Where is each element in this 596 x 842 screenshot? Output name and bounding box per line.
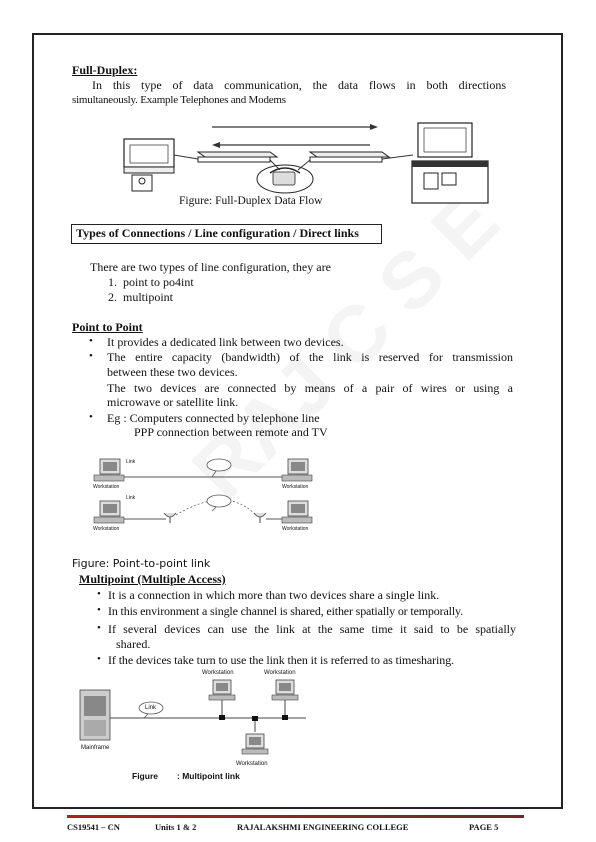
multipoint-figure [76,668,316,780]
multipoint-bullet3-line1: If several devices can use the link at the same time it said to be spatially [108,622,516,636]
workstation-label: Workstation [282,484,309,490]
workstation-label: Workstation [93,526,120,532]
multipoint-caption-text: : Multipoint link [177,771,240,781]
types-list-item: 1. point to po4int [108,275,194,289]
footer-course-code: CS19541 – CN [67,822,120,832]
bullet-icon: • [97,622,101,634]
workstation-icon [209,680,235,720]
multipoint-bullet3-line2: shared. [116,637,151,651]
bullet-icon: • [97,604,101,616]
p2p-bullet2-line4: microwave or satellite link. [107,395,239,409]
bullet-icon: • [89,335,93,347]
workstation-label: Workstation [236,761,268,767]
link-label-bubble [207,459,231,477]
mainframe-icon [80,690,110,740]
workstation-icon [282,501,312,523]
full-duplex-caption: Figure: Full-Duplex Data Flow [179,195,323,207]
types-intro: There are two types of line configuration, they are [90,260,331,274]
p2p-bullet2-line1: The entire capacity (bandwidth) of the link is reserved for transmission [107,350,513,364]
workstation-icon [94,459,124,481]
footer-college: RAJALAKSHMI ENGINEERING COLLEGE [237,822,409,832]
types-list-item: 2. multipoint [108,290,174,304]
full-duplex-heading: Full-Duplex: [72,63,138,77]
multipoint-bullet4: If the devices take turn to use the link then it is referred to as timesharing. [108,653,454,667]
full-duplex-para-line1: In this type of data communication, the data flows in both directions [92,78,506,92]
workstation-label: Workstation [282,526,309,532]
workstation-icon [282,459,312,481]
full-duplex-para-line2: simultaneously. Example Telephones and Modems [72,94,286,106]
satellite-dish-icon [254,513,266,523]
workstation-label: Workstation [93,484,120,490]
bullet-icon: • [89,350,93,362]
workstation-icon [242,716,268,754]
multipoint-bullet2: In this environment a single channel is shared, either spatially or temporally. [108,604,463,618]
mainframe-label: Mainframe [81,745,110,751]
workstation-icon [94,501,124,523]
workstation-label: Workstation [202,670,234,676]
p2p-heading: Point to Point [72,320,143,334]
types-heading: Types of Connections / Line configuration / Direct links [71,224,382,244]
right-modem-icon [310,152,413,162]
right-computer-icon [412,123,488,203]
left-terminal-icon [124,139,174,191]
p2p-bullet3-line2: PPP connection between remote and TV [134,425,328,439]
p2p-caption: Figure: Point-to-point link [72,557,211,570]
satellite-dish-icon [164,513,176,523]
p2p-bullet2-line3: The two devices are connected by means of a pair of wires or using a [107,381,513,395]
link-label: Link [145,705,157,711]
link-label: Link [126,459,136,465]
workstation-icon [272,680,298,720]
footer-page-number: PAGE 5 [469,822,499,832]
multipoint-heading: Multipoint (Multiple Access) [79,572,226,586]
p2p-bullet2-line2: between these two devices. [107,365,238,379]
multipoint-bullet1: It is a connection in which more than two devices share a single link. [108,588,440,602]
workstation-label: Workstation [264,670,296,676]
p2p-bullet3-line1: Eg : Computers connected by telephone line [107,411,320,425]
link-label-bubble [207,495,231,511]
link-label: Link [126,495,136,501]
multipoint-caption-figure: Figure [132,771,158,781]
bullet-icon: • [97,588,101,600]
bullet-icon: • [97,653,101,665]
left-modem-icon [174,152,277,162]
footer-units: Units 1 & 2 [155,822,197,832]
p2p-bullet1: It provides a dedicated link between two devices. [107,335,344,349]
bullet-icon: • [89,411,93,423]
telephone-icon [257,160,313,193]
footer-divider [67,815,524,818]
